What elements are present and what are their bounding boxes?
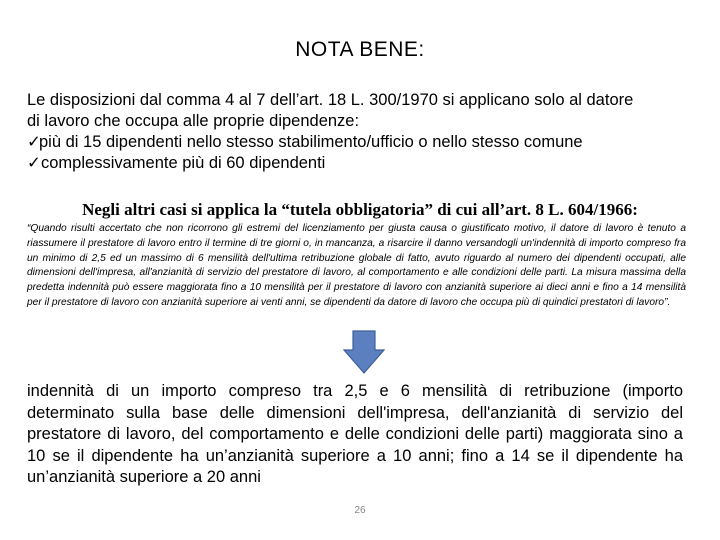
- summary-text: indennità di un importo compreso tra 2,5 e 6 mensilità di retribuzione (importo determinato sulla base delle dimensioni dell'impresa, dell'anzianità di servizio del prestatore di lavoro, del comportamento e delle condizioni delle parti) maggiorata sino a 10 se il dipendente ha un’anzianità superiore a 10 anni; fino a 14 se il dipendente ha un’anzianità superiore a 20 anni: [27, 382, 683, 486]
- intro-block: [27, 90, 697, 174]
- intro-line-1: Le disposizioni dal comma 4 al 7 dell’art. 18 L. 300/1970 si applicano solo al datore: [27, 91, 634, 109]
- intro-line-2: di lavoro che occupa alle proprie dipendenze:: [27, 112, 360, 130]
- list-item: [27, 132, 697, 153]
- list-item-text: complessivamente più di 60 dipendenti: [41, 154, 326, 172]
- down-arrow-icon: [343, 330, 385, 374]
- law-quote: “Quando risulti accertato che non ricorrono gli estremi del licenziamento per giusta causa o giustificato motivo, il datore di lavoro è tenuto a riassumere il prestatore di lavoro entro il termine di tre giorni o, in mancanza, a risarcire il danno versandogli un'indennità di importo compreso fra un minimo di 2,5 ed un massimo di 6 mensilità dell'ultima retribuzione globale di fatto, avuto riguardo al numero dei dipendenti occupati, alle dimensioni dell'impresa, all'anzianità di servizio del prestatore di lavoro, al comportamento e alle condizioni delle parti. La misura massima della predetta indennità può essere maggiorata fino a 10 mensilità per il prestatore di lavoro con anzianità superiore ai dieci anni e fino a 14 mensilità per il prestatore di lavoro con anzianità superiore ai venti anni, se dipendenti da datore di lavoro che occupa più di quindici prestatori di lavoro”.: [27, 223, 686, 308]
- page-number: 26: [354, 505, 366, 516]
- checkmark-icon: ✓: [27, 133, 41, 151]
- down-arrow-shape: [344, 331, 384, 373]
- checkmark-icon: ✓: [27, 154, 41, 172]
- page-title: NOTA BENE:: [295, 38, 425, 61]
- section-heading: Negli altri casi si applica la “tutela obbligatoria” di cui all’art. 8 L. 604/1966:: [82, 200, 638, 219]
- list-item-text: più di 15 dipendenti nello stesso stabilimento/ufficio o nello stesso comune: [39, 133, 583, 151]
- list-item: [27, 153, 697, 174]
